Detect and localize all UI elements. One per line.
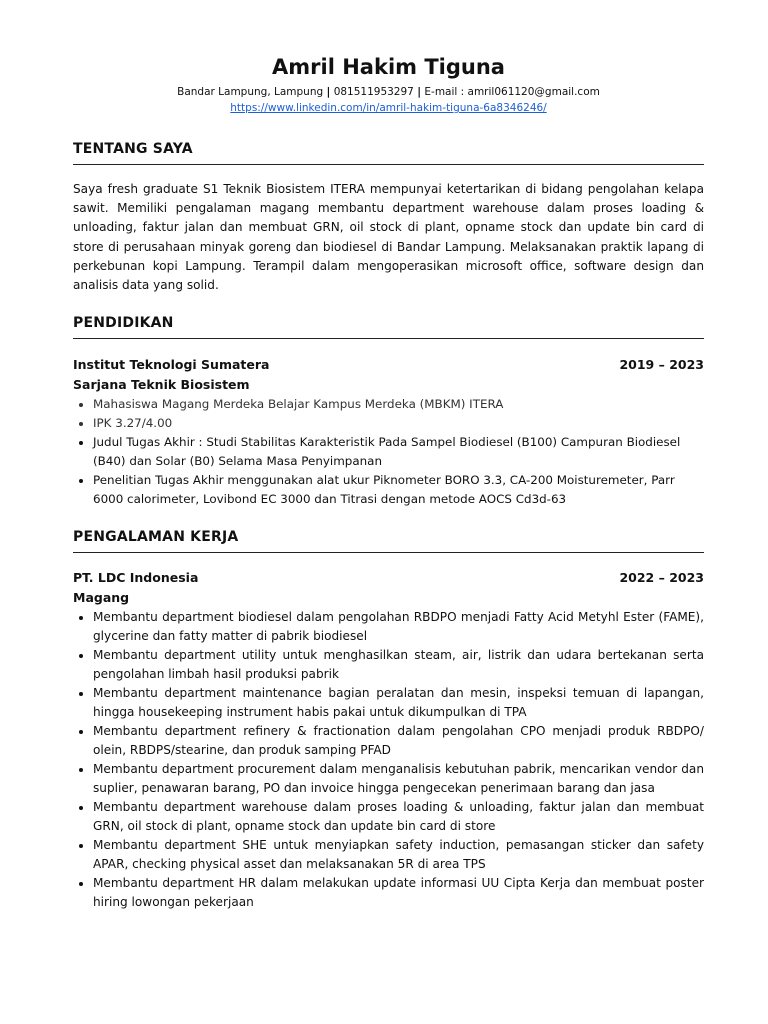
list-item: • Membantu department warehouse dalam proses loading & unloading, faktur jalan dan membuat GRN, oil stock di plant, opname stock dan update bin card di store xyxy=(93,798,704,836)
contact-line xyxy=(73,84,704,100)
about-text: Saya fresh graduate S1 Teknik Biosistem ITERA mempunyai ketertarikan di bidang pengolahan kelapa sawit. Memiliki pengalaman magang membantu department warehouse dalam proses loading & unloading, faktur jalan dan membuat GRN, oil stock di plant, opname stock dan update bin card di store di perusahaan minyak goreng dan biodiesel di Bandar Lampung. Melaksanakan praktik lapang di perkebunan kopi Lampung. Terampil dalam mengoperasikan microsoft office, software design dan analisis data yang solid. xyxy=(73,182,704,293)
education-list xyxy=(73,395,704,509)
list-item: • Membantu department procurement dalam menganalisis kebutuhan pabrik, mencarikan vendor dan suplier, penawaran barang, PO dan invoice hingga pengecekan penerimaan barang dan jasa xyxy=(93,760,704,798)
list-item: • Membantu department refinery & fractionation dalam pengolahan CPO menjadi produk RBDPO/ olein, RBDPS/stearine, dan produk samping PFAD xyxy=(93,722,704,760)
experience-list xyxy=(73,608,704,912)
candidate-name: Amril Hakim Tiguna xyxy=(272,55,505,79)
list-item: • Judul Tugas Akhir : Studi Stabilitas Karakteristik Pada Sampel Biodiesel (B100) Campuran Biodiesel (B40) dan Solar (B0) Selama Masa Penyimpanan xyxy=(93,433,704,471)
separator: | xyxy=(326,86,331,98)
list-item: • IPK 3.27/4.00 xyxy=(93,414,704,433)
location: Bandar Lampung, Lampung xyxy=(177,86,324,98)
education-period: 2019 – 2023 xyxy=(619,357,704,373)
company: PT. LDC Indonesia xyxy=(73,570,199,586)
separator: | xyxy=(417,86,422,98)
section-title-experience: PENGALAMAN KERJA xyxy=(73,527,704,553)
list-item: • Membantu department HR dalam melakukan update informasi UU Cipta Kerja dan membuat poster hiring lowongan pekerjaan xyxy=(93,874,704,912)
list-item: • Membantu department utility untuk menghasilkan steam, air, listrik dan udara bertekanan serta pengolahan limbah hasil produksi pabrik xyxy=(93,646,704,684)
institution: Institut Teknologi Sumatera xyxy=(73,357,270,373)
section-title-about: TENTANG SAYA xyxy=(73,139,704,165)
experience-header xyxy=(73,568,704,588)
list-item: • Membantu department maintenance bagian peralatan dan mesin, inspeksi temuan di lapangan, hingga housekeeping instrument habis pakai untuk dikumpulkan di TPA xyxy=(93,684,704,722)
degree: Sarjana Teknik Biosistem xyxy=(73,377,250,393)
email: E-mail : amril061120@gmail.com xyxy=(424,86,600,98)
list-item: • Membantu department SHE untuk menyiapkan safety induction, pemasangan sticker dan safety APAR, checking physical asset dan melaksanakan 5R di area TPS xyxy=(93,836,704,874)
section-title-education: PENDIDIKAN xyxy=(73,313,704,339)
education-header xyxy=(73,355,704,375)
role: Magang xyxy=(73,590,130,606)
resume-page xyxy=(73,52,704,912)
list-item: • Membantu department biodiesel dalam pengolahan RBDPO menjadi Fatty Acid Metyhl Ester (FAME), glycerine dan fatty matter di pabrik biodiesel xyxy=(93,608,704,646)
list-item: • Mahasiswa Magang Merdeka Belajar Kampus Merdeka (MBKM) ITERA xyxy=(93,395,704,414)
phone: 081511953297 xyxy=(333,86,414,98)
list-item: • Penelitian Tugas Akhir menggunakan alat ukur Piknometer BORO 3.3, CA-200 Moisturemeter, Parr 6000 calorimeter, Lovibond EC 3000 dan Titrasi dengan metode AOCS Cd3d-63 xyxy=(93,471,704,509)
linkedin-link[interactable]: https://www.linkedin.com/in/amril-hakim-tiguna-6a8346246/ xyxy=(230,102,547,114)
experience-period: 2022 – 2023 xyxy=(619,570,704,586)
